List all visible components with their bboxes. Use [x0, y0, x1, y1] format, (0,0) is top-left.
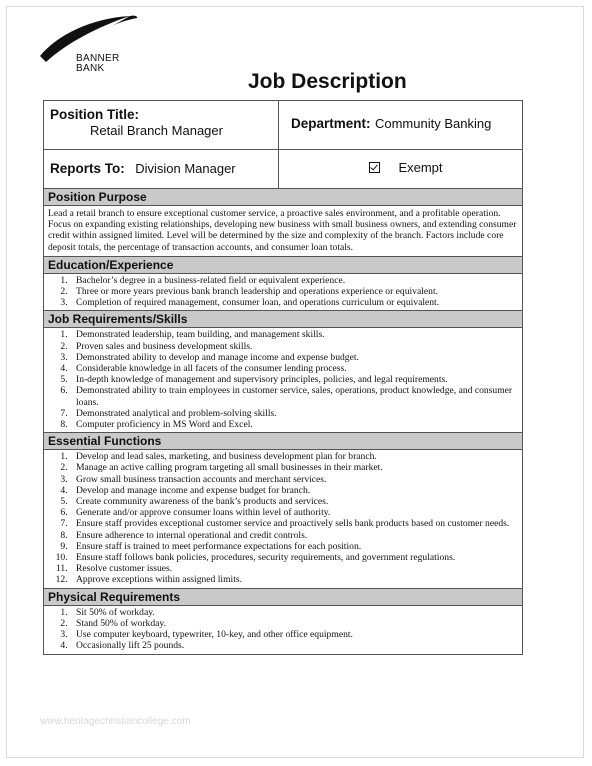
list-item: 4. Occasionally lift 25 pounds.	[70, 640, 522, 651]
department-value: Community Banking	[374, 116, 492, 131]
physical-requirements-section	[44, 606, 522, 654]
list-item: 2. Three or more years previous bank branch leadership and operations experience or equivalent.	[70, 286, 522, 297]
list-item: 2. Stand 50% of workday.	[70, 618, 522, 629]
list-item: 12. Approve exceptions within assigned limits.	[70, 574, 522, 585]
job-description-form	[43, 100, 523, 655]
list-item: 2. Proven sales and business development skills.	[70, 341, 522, 352]
education-list	[48, 275, 522, 309]
requirements-list	[48, 329, 522, 430]
list-item: 3. Use computer keyboard, typewriter, 10-key, and other office equipment.	[70, 629, 522, 640]
exempt-cell	[279, 150, 522, 188]
essential-functions-heading: Essential Functions	[44, 433, 522, 450]
list-item: 6. Generate and/or approve consumer loans within level of authority.	[70, 507, 522, 518]
logo-line-1: BANNER	[76, 53, 120, 64]
department-cell	[279, 101, 522, 149]
reports-to-value: Division Manager	[135, 161, 236, 176]
list-item: 1. Develop and lead sales, marketing, and business development plan for branch.	[70, 451, 522, 462]
exempt-label: Exempt	[398, 160, 443, 175]
list-item: 3. Completion of required management, consumer loan, and operations curriculum or equivalent.	[70, 297, 522, 308]
position-title-cell	[44, 101, 279, 149]
list-item: 1. Demonstrated leadership, team building, and management skills.	[70, 329, 522, 340]
list-item: 8. Ensure adherence to internal operational and credit controls.	[70, 530, 522, 541]
requirements-section	[44, 328, 522, 433]
education-heading: Education/Experience	[44, 257, 522, 274]
list-item: 6. Demonstrated ability to train employees in customer service, sales, operations, product knowledge, and consumer loans.	[70, 385, 522, 407]
list-item: 7. Ensure staff provides exceptional customer service and proactively sells bank products based on customer needs.	[70, 518, 522, 529]
physical-requirements-heading: Physical Requirements	[44, 589, 522, 606]
education-section	[44, 274, 522, 312]
watermark: www.heritagechristiancollege.com	[40, 716, 191, 727]
document-title: Job Description	[248, 70, 407, 93]
logo-wordmark	[76, 54, 119, 74]
list-item: 1. Bachelor’s degree in a business-related field or equivalent experience.	[70, 275, 522, 286]
essential-functions-section	[44, 450, 522, 588]
list-item: 8. Computer proficiency in MS Word and Excel.	[70, 419, 522, 430]
position-title-value: Retail Branch Manager	[90, 123, 223, 138]
list-item: 5. Create community awareness of the bank’s products and services.	[70, 496, 522, 507]
list-item: 4. Considerable knowledge in all facets of the consumer lending process.	[70, 363, 522, 374]
reports-to-label: Reports To:	[50, 161, 125, 176]
header-row-1	[44, 101, 522, 150]
list-item: 7. Demonstrated analytical and problem-solving skills.	[70, 408, 522, 419]
logo-line-2: BANK	[76, 63, 105, 74]
department-label: Department:	[291, 116, 371, 131]
essential-functions-list	[48, 451, 522, 585]
physical-requirements-list	[48, 607, 522, 652]
list-item: 5. In-depth knowledge of management and supervisory principles, policies, and legal requirements.	[70, 374, 522, 385]
list-item: 10. Ensure staff follows bank policies, procedures, security requirements, and government regulations.	[70, 552, 522, 563]
list-item: 3. Demonstrated ability to develop and manage income and expense budget.	[70, 352, 522, 363]
reports-to-cell	[44, 150, 279, 188]
position-title-label: Position Title:	[50, 107, 140, 122]
list-item: 3. Grow small business transaction accounts and merchant services.	[70, 474, 522, 485]
requirements-heading: Job Requirements/Skills	[44, 311, 522, 328]
list-item: 2. Manage an active calling program targeting all small businesses in their market.	[70, 462, 522, 473]
position-purpose-heading: Position Purpose	[44, 189, 522, 206]
list-item: 1. Sit 50% of workday.	[70, 607, 522, 618]
position-purpose-text: Lead a retail branch to ensure exceptional customer service, a proactive sales environment, and a profitable operation. Focus on expanding existing relationships, developing new business with small business owners, and extending consumer credit within assigned limited. Level will be determined by the size and complexity of the branch. Factors include core deposit totals, the percentage of transaction accounts, and consumer loan totals.	[44, 206, 522, 257]
exempt-checkbox-icon[interactable]	[369, 162, 380, 173]
list-item: 4. Develop and manage income and expense budget for branch.	[70, 485, 522, 496]
list-item: 11. Resolve customer issues.	[70, 563, 522, 574]
header-row-2	[44, 150, 522, 189]
list-item: 9. Ensure staff is trained to meet performance expectations for each position.	[70, 541, 522, 552]
